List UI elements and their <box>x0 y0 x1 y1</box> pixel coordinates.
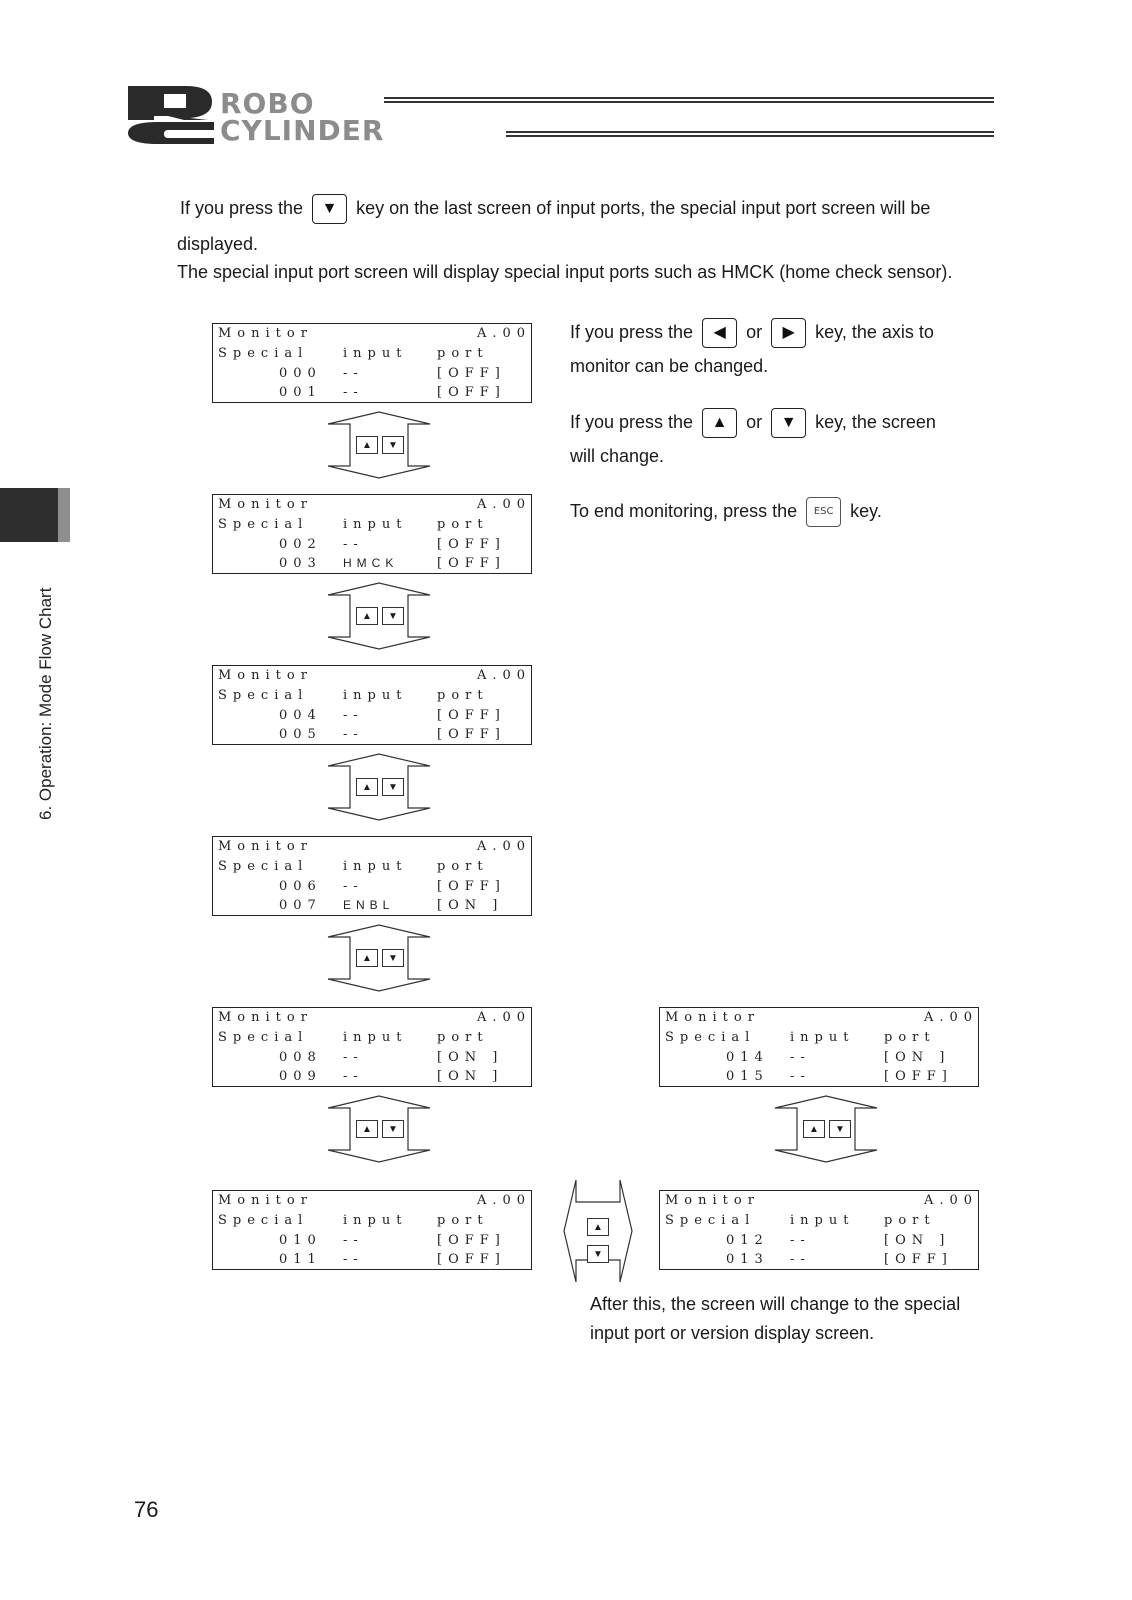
up-key-icon: ▲ <box>702 408 737 438</box>
port-signal: -- <box>343 727 364 742</box>
screen-label-special: Special <box>665 1213 756 1228</box>
screen-axis: A.00 <box>476 668 531 683</box>
note-axis-after: key, the axis to <box>815 321 934 342</box>
lcd-screen <box>659 1007 979 1087</box>
up-key-icon: ▲ <box>587 1218 609 1236</box>
port-number: 001 <box>279 385 322 400</box>
up-key-icon: ▲ <box>356 436 378 454</box>
lcd-screen <box>212 836 532 916</box>
port-signal: -- <box>790 1069 811 1084</box>
screen-label-port: port <box>884 1213 936 1228</box>
port-signal: -- <box>343 879 364 894</box>
screen-label-special: Special <box>218 1030 309 1045</box>
screen-title: Monitor <box>665 1193 760 1208</box>
screen-label-special: Special <box>218 346 309 361</box>
port-signal: -- <box>790 1233 811 1248</box>
port-signal: -- <box>343 708 364 723</box>
port-state: [OFF] <box>437 537 506 552</box>
down-key-icon: ▼ <box>312 194 347 224</box>
port-signal: -- <box>343 366 364 381</box>
port-signal: -- <box>343 1050 364 1065</box>
port-number: 010 <box>279 1233 322 1248</box>
screen-label-port: port <box>437 346 489 361</box>
lcd-screen <box>659 1190 979 1270</box>
screen-axis: A.00 <box>476 1193 531 1208</box>
port-signal: -- <box>343 385 364 400</box>
after-note-line-2: input port or version display screen. <box>590 1323 875 1343</box>
port-number: 014 <box>726 1050 769 1065</box>
port-signal: -- <box>343 1069 364 1084</box>
screen-label-port: port <box>437 517 489 532</box>
screen-label-input: input <box>343 346 408 361</box>
screen-label-input: input <box>343 859 408 874</box>
screen-title: Monitor <box>218 839 313 854</box>
note-screen-line-2: will change. <box>570 446 665 466</box>
port-number: 005 <box>279 727 322 742</box>
port-state: [OFF] <box>437 556 506 571</box>
screen-title: Monitor <box>665 1010 760 1025</box>
port-state: [OFF] <box>437 708 506 723</box>
screen-label-port: port <box>884 1030 936 1045</box>
screen-label-port: port <box>437 1030 489 1045</box>
screen-label-input: input <box>343 1213 408 1228</box>
up-key-icon: ▲ <box>356 778 378 796</box>
header-rule-top <box>384 97 994 103</box>
down-key-icon: ▼ <box>382 949 404 967</box>
port-number: 011 <box>279 1252 322 1267</box>
port-signal: -- <box>343 537 364 552</box>
note-esc-text: To end monitoring, press the <box>570 500 798 521</box>
up-down-arrow-icon <box>773 1094 879 1164</box>
up-down-arrow-icon <box>326 1094 432 1164</box>
port-number: 009 <box>279 1069 322 1084</box>
intro-line-3: The special input port screen will display special input ports such as HMCK (home check sensor). <box>177 262 953 282</box>
note-axis-or: or <box>746 321 763 342</box>
logo-text-robo: ROBO <box>220 87 315 120</box>
up-key-icon: ▲ <box>356 607 378 625</box>
lcd-screen <box>212 1007 532 1087</box>
screen-axis: A.00 <box>476 839 531 854</box>
screen-axis: A.00 <box>476 497 531 512</box>
port-signal: -- <box>790 1252 811 1267</box>
port-state: [ON ] <box>437 1050 504 1065</box>
screen-label-input: input <box>343 688 408 703</box>
down-key-icon: ▼ <box>382 1120 404 1138</box>
note-screen-text: If you press the <box>570 411 694 432</box>
intro-text-after: key on the last screen of input ports, the special input port screen will be <box>356 197 931 218</box>
screen-title: Monitor <box>218 1010 313 1025</box>
port-signal: ENBL <box>343 898 395 912</box>
note-axis-line-1 <box>570 318 934 348</box>
screen-label-input: input <box>343 517 408 532</box>
port-state: [OFF] <box>884 1252 953 1267</box>
up-down-arrow-icon <box>326 923 432 993</box>
up-key-icon: ▲ <box>356 1120 378 1138</box>
port-state: [OFF] <box>437 1252 506 1267</box>
intro-line-1 <box>180 194 930 224</box>
header-rule-bottom <box>506 131 994 137</box>
up-down-arrow-icon <box>326 752 432 822</box>
note-esc-line <box>570 497 882 527</box>
screen-title: Monitor <box>218 497 313 512</box>
port-signal: -- <box>343 1233 364 1248</box>
port-number: 012 <box>726 1233 769 1248</box>
screen-label-port: port <box>437 688 489 703</box>
logo-text-cylinder: CYLINDER <box>220 114 385 147</box>
port-state: [OFF] <box>437 385 506 400</box>
port-signal: -- <box>343 1252 364 1267</box>
down-key-icon: ▼ <box>382 436 404 454</box>
screen-label-port: port <box>437 1213 489 1228</box>
down-key-icon: ▼ <box>771 408 806 438</box>
chapter-tab-accent <box>58 488 70 542</box>
port-state: [OFF] <box>437 727 506 742</box>
screen-axis: A.00 <box>923 1193 978 1208</box>
port-state: [OFF] <box>437 1233 506 1248</box>
robo-cylinder-logo-mark <box>128 86 214 144</box>
left-key-icon: ◀ <box>702 318 737 348</box>
down-key-icon: ▼ <box>829 1120 851 1138</box>
esc-key-icon: ESC <box>806 497 841 527</box>
note-axis-text: If you press the <box>570 321 694 342</box>
screen-label-input: input <box>343 1030 408 1045</box>
note-esc-after: key. <box>850 500 882 521</box>
note-axis-line-2: monitor can be changed. <box>570 356 769 376</box>
port-number: 000 <box>279 366 322 381</box>
port-state: [OFF] <box>437 366 506 381</box>
screen-label-input: input <box>790 1213 855 1228</box>
screen-label-special: Special <box>218 859 309 874</box>
page-number: 76 <box>134 1497 159 1522</box>
note-screen-or: or <box>746 411 763 432</box>
port-state: [ON ] <box>884 1233 951 1248</box>
down-key-icon: ▼ <box>382 607 404 625</box>
after-note-line-1: After this, the screen will change to the special <box>590 1294 961 1314</box>
screen-label-special: Special <box>218 1213 309 1228</box>
screen-title: Monitor <box>218 668 313 683</box>
intro-line-2: displayed. <box>177 234 259 254</box>
screen-axis: A.00 <box>476 1010 531 1025</box>
screen-axis: A.00 <box>923 1010 978 1025</box>
port-signal: -- <box>790 1050 811 1065</box>
port-state: [ON ] <box>884 1050 951 1065</box>
lcd-screen <box>212 494 532 574</box>
screen-label-special: Special <box>218 688 309 703</box>
port-number: 004 <box>279 708 322 723</box>
up-key-icon: ▲ <box>356 949 378 967</box>
down-key-icon: ▼ <box>587 1245 609 1263</box>
port-number: 006 <box>279 879 322 894</box>
chapter-tab <box>0 488 58 542</box>
port-state: [OFF] <box>884 1069 953 1084</box>
note-screen-line-1 <box>570 408 936 438</box>
port-state: [ON ] <box>437 1069 504 1084</box>
up-down-arrow-icon <box>326 581 432 651</box>
port-number: 003 <box>279 556 322 571</box>
intro-text-before: If you press the <box>180 197 304 218</box>
up-down-arrow-icon <box>326 410 432 480</box>
down-key-icon: ▼ <box>382 778 404 796</box>
up-key-icon: ▲ <box>803 1120 825 1138</box>
port-number: 013 <box>726 1252 769 1267</box>
note-screen-after: key, the screen <box>815 411 936 432</box>
port-state: [ON ] <box>437 898 504 913</box>
port-state: [OFF] <box>437 879 506 894</box>
port-number: 002 <box>279 537 322 552</box>
screen-title: Monitor <box>218 1193 313 1208</box>
screen-axis: A.00 <box>476 326 531 341</box>
port-number: 007 <box>279 898 322 913</box>
port-number: 015 <box>726 1069 769 1084</box>
screen-label-port: port <box>437 859 489 874</box>
port-number: 008 <box>279 1050 322 1065</box>
lcd-screen <box>212 323 532 403</box>
right-key-icon: ▶ <box>771 318 806 348</box>
screen-label-input: input <box>790 1030 855 1045</box>
port-signal: HMCK <box>343 556 399 570</box>
screen-label-special: Special <box>218 517 309 532</box>
screen-label-special: Special <box>665 1030 756 1045</box>
lcd-screen <box>212 665 532 745</box>
screen-title: Monitor <box>218 326 313 341</box>
lcd-screen <box>212 1190 532 1270</box>
chapter-label: 6. Operation: Mode Flow Chart <box>36 587 55 820</box>
